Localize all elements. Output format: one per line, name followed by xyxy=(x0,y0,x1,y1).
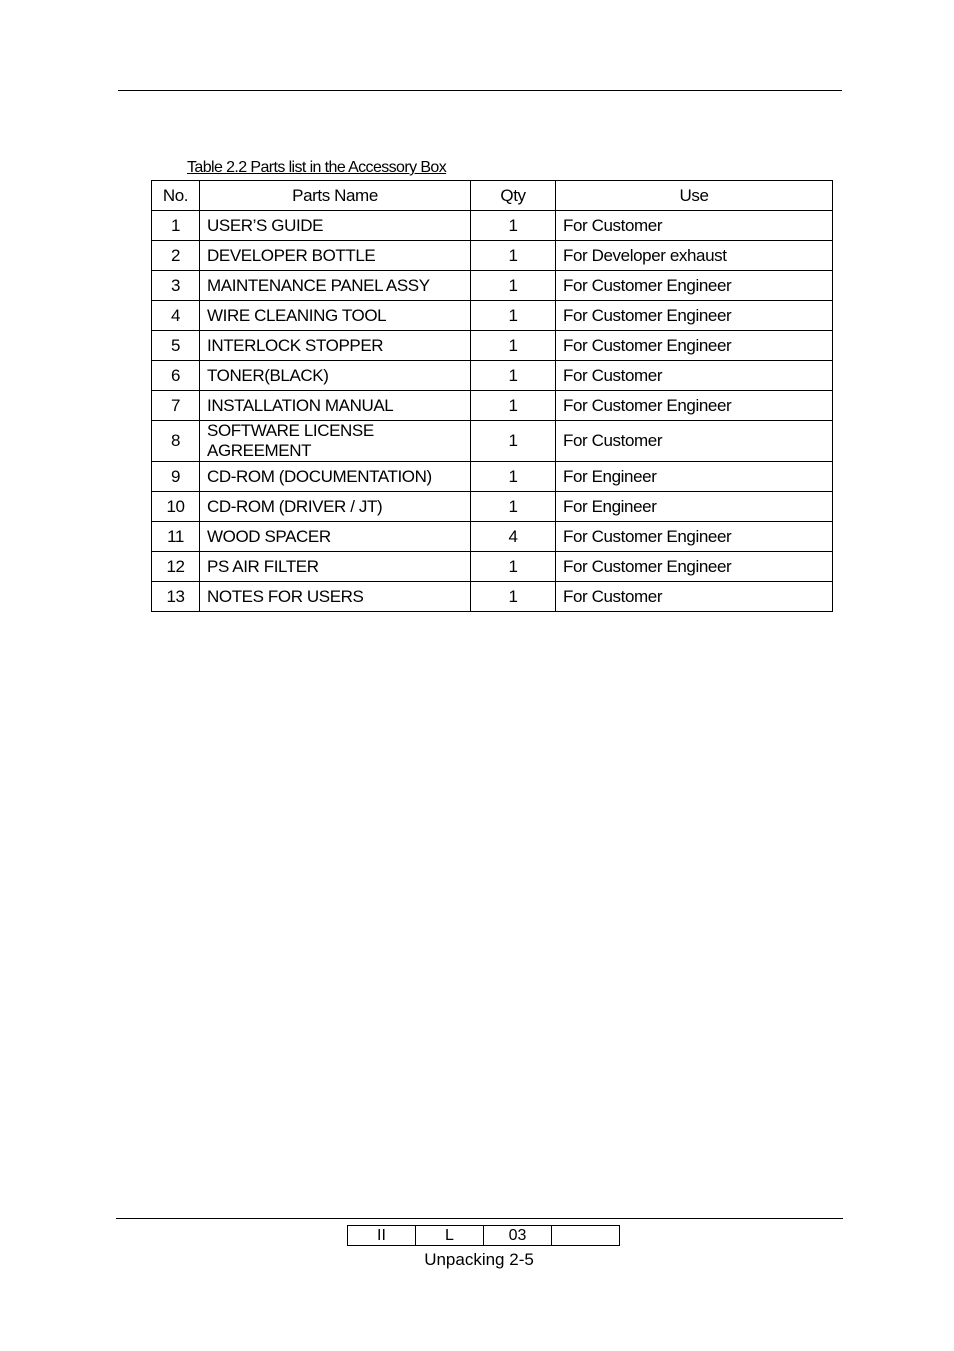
cell-no: 8 xyxy=(152,421,200,462)
page-label: Unpacking 2-5 xyxy=(424,1250,534,1269)
cell-parts-name: INSTALLATION MANUAL xyxy=(200,391,471,421)
cell-use: For Customer xyxy=(556,211,833,241)
cell-use: For Customer Engineer xyxy=(556,552,833,582)
cell-parts-name: CD-ROM (DRIVER / JT) xyxy=(200,492,471,522)
cell-no: 9 xyxy=(152,462,200,492)
cell-parts-name: NOTES FOR USERS xyxy=(200,582,471,612)
cell-parts-name: WIRE CLEANING TOOL xyxy=(200,301,471,331)
revision-cell xyxy=(552,1226,620,1246)
parts-table xyxy=(151,180,833,612)
cell-qty: 1 xyxy=(471,421,556,462)
cell-qty: 1 xyxy=(471,462,556,492)
cell-use: For Customer Engineer xyxy=(556,301,833,331)
table-row xyxy=(152,301,833,331)
table-row xyxy=(152,391,833,421)
cell-use: For Customer xyxy=(556,421,833,462)
table-row xyxy=(152,462,833,492)
cell-parts-name: CD-ROM (DOCUMENTATION) xyxy=(200,462,471,492)
cell-use: For Engineer xyxy=(556,492,833,522)
revision-cell: L xyxy=(416,1226,484,1246)
cell-parts-name: TONER(BLACK) xyxy=(200,361,471,391)
cell-use: For Customer Engineer xyxy=(556,271,833,301)
cell-use: For Customer Engineer xyxy=(556,522,833,552)
table-row xyxy=(152,271,833,301)
cell-no: 10 xyxy=(152,492,200,522)
cell-no: 6 xyxy=(152,361,200,391)
cell-parts-name: PS AIR FILTER xyxy=(200,552,471,582)
revision-row xyxy=(348,1226,620,1246)
header-no: No. xyxy=(152,181,200,211)
revision-cell: 03 xyxy=(484,1226,552,1246)
cell-parts-name: WOOD SPACER xyxy=(200,522,471,552)
cell-no: 5 xyxy=(152,331,200,361)
table-row xyxy=(152,492,833,522)
table-row xyxy=(152,241,833,271)
header-qty: Qty xyxy=(471,181,556,211)
cell-no: 7 xyxy=(152,391,200,421)
header-parts-name: Parts Name xyxy=(200,181,471,211)
cell-qty: 1 xyxy=(471,301,556,331)
cell-qty: 1 xyxy=(471,391,556,421)
cell-parts-name: INTERLOCK STOPPER xyxy=(200,331,471,361)
cell-qty: 4 xyxy=(471,522,556,552)
cell-qty: 1 xyxy=(471,241,556,271)
cell-no: 13 xyxy=(152,582,200,612)
cell-no: 11 xyxy=(152,522,200,552)
cell-no: 12 xyxy=(152,552,200,582)
header-use: Use xyxy=(556,181,833,211)
cell-no: 2 xyxy=(152,241,200,271)
cell-parts-name: SOFTWARE LICENSE AGREEMENT xyxy=(200,421,471,462)
cell-parts-name: USER’S GUIDE xyxy=(200,211,471,241)
cell-no: 4 xyxy=(152,301,200,331)
cell-qty: 1 xyxy=(471,492,556,522)
cell-no: 1 xyxy=(152,211,200,241)
table-row xyxy=(152,361,833,391)
footer-rule xyxy=(116,1218,843,1219)
table-row xyxy=(152,331,833,361)
cell-parts-name: MAINTENANCE PANEL ASSY xyxy=(200,271,471,301)
cell-qty: 1 xyxy=(471,552,556,582)
cell-use: For Developer exhaust xyxy=(556,241,833,271)
revision-box xyxy=(347,1225,620,1246)
cell-qty: 1 xyxy=(471,331,556,361)
cell-use: For Customer Engineer xyxy=(556,391,833,421)
cell-qty: 1 xyxy=(471,211,556,241)
cell-qty: 1 xyxy=(471,582,556,612)
table-header-row xyxy=(152,181,833,211)
cell-qty: 1 xyxy=(471,361,556,391)
table-row xyxy=(152,522,833,552)
table-row xyxy=(152,552,833,582)
table-row xyxy=(152,582,833,612)
table-row xyxy=(152,421,833,462)
table-row xyxy=(152,211,833,241)
revision-cell: II xyxy=(348,1226,416,1246)
cell-use: For Customer xyxy=(556,361,833,391)
cell-use: For Customer xyxy=(556,582,833,612)
cell-no: 3 xyxy=(152,271,200,301)
cell-use: For Engineer xyxy=(556,462,833,492)
cell-parts-name: DEVELOPER BOTTLE xyxy=(200,241,471,271)
cell-use: For Customer Engineer xyxy=(556,331,833,361)
cell-qty: 1 xyxy=(471,271,556,301)
table-caption: Table 2.2 Parts list in the Accessory Box xyxy=(187,159,447,176)
header-rule xyxy=(118,90,842,91)
